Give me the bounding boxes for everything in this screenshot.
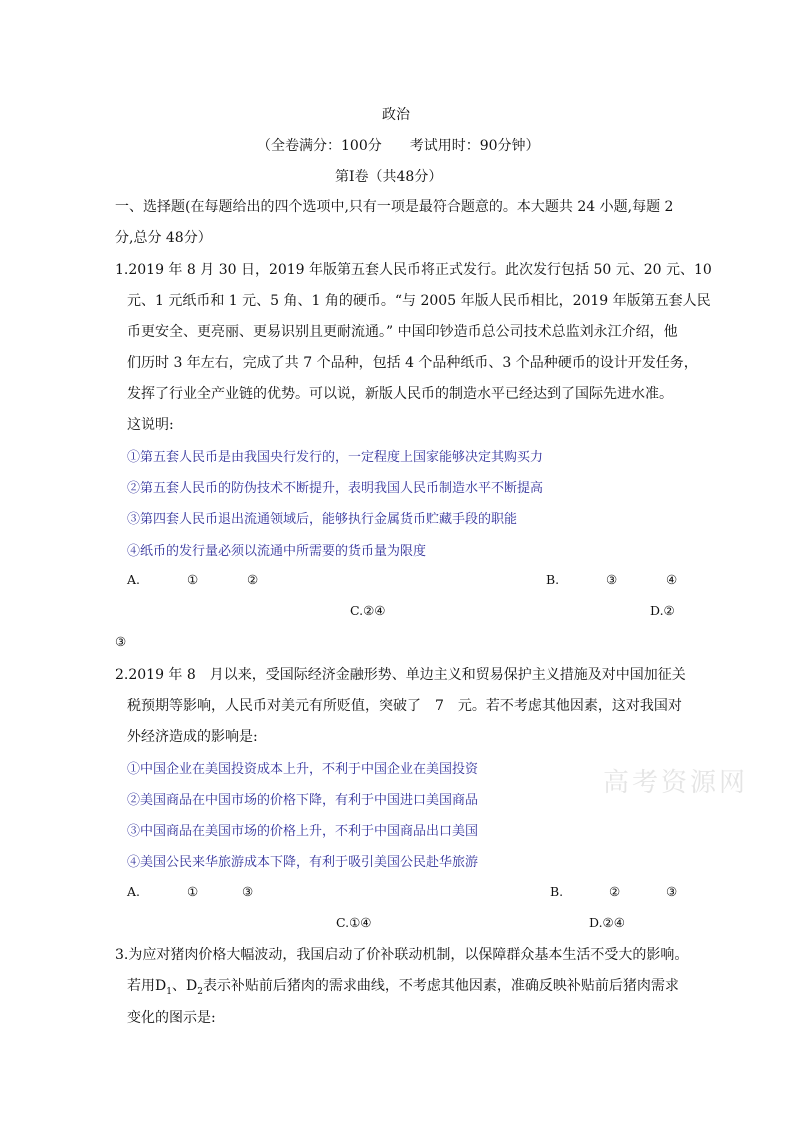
q1-stem-line: 1.2019 年 8 月 30 日，2019 年版第五套人民币将正式发行。此次发行包括 50 元、20 元、10 [115, 262, 712, 278]
q1-choice-d: D.② [650, 603, 675, 618]
part-heading: 第Ⅰ卷（共48分） [335, 169, 443, 185]
q2-option-4: ④美国公民来华旅游成本下降，有利于吸引美国公民赴华旅游 [127, 855, 479, 870]
q1-choice-a-item: ① [187, 572, 199, 587]
q1-stem-line: 发挥了行业全产业链的优势。可以说，新版人民币的制造水平已经达到了国际先进水准。 [127, 386, 673, 402]
q3-stem-line: 变化的图示是: [127, 1010, 216, 1026]
q1-choice-c: C.②④ [350, 603, 386, 618]
q1-stem-line: 这说明: [127, 417, 174, 433]
q2-choice-b-item: ② [609, 884, 621, 899]
q1-option-1: ①第五套人民币是由我国央行发行的，一定程度上国家能够决定其购买力 [127, 450, 544, 465]
watermark: 高考资源网 [603, 768, 749, 798]
q2-stem-line: 外经济造成的影响是: [127, 729, 258, 745]
q1-option-4: ④纸币的发行量必须以流通中所需要的货币量为限度 [127, 544, 427, 559]
q1-choice-d-continued: ③ [115, 634, 127, 649]
q3-stem-line: 3.为应对猪肉价格大幅波动，我国启动了价补联动机制，以保障群众基本生活不受大的影响。 [115, 947, 689, 963]
q1-choice-b-item: ③ [606, 572, 618, 587]
exam-subtitle: （全卷满分：100分 考试用时：90分钟） [257, 138, 540, 154]
exam-title: 政治 [382, 107, 410, 123]
q2-choice-a-item: ③ [242, 884, 254, 899]
q2-choice-d: D.②④ [589, 915, 625, 930]
q3-stem-line: 若用$D_1$、$D_2$表示补贴前后猪肉的需求曲线，不考虑其他因素，准确反映补贴前后猪肉需求 [127, 978, 679, 997]
q1-stem-line: 元、1 元纸币和 1 元、5 角、1 角的硬币。“与 2005 年版人民币相比，2019 年版第五套人民 [127, 293, 711, 309]
q2-option-2: ②美国商品在中国市场的价格下降，有利于中国进口美国商品 [127, 793, 479, 808]
q2-choice-b-item: ③ [666, 884, 678, 899]
q2-option-3: ③中国商品在美国市场的价格上升，不利于中国商品出口美国 [127, 824, 479, 839]
section-instruction-line-2: 分,总分 48分） [115, 230, 212, 246]
q1-choice-a-item: ② [247, 572, 259, 587]
q1-choice-b-label: B. [546, 572, 560, 587]
section-instruction-line-1: 一、选择题(在每题给出的四个选项中,只有一项是最符合题意的。本大题共 24 小题,每题 2 [115, 199, 674, 215]
q1-stem-line: 们历时 3 年左右，完成了共 7 个品种，包括 4 个品种纸币、3 个品种硬币的设计开发任务， [127, 355, 698, 371]
q2-choice-a-item: ① [187, 884, 199, 899]
q1-option-2: ②第五套人民币的防伪技术不断提升，表明我国人民币制造水平不断提高 [127, 481, 544, 496]
q1-option-3: ③第四套人民币退出流通领域后，能够执行金属货币贮藏手段的职能 [127, 512, 518, 527]
q2-stem-line: 税预期等影响，人民币对美元有所贬值，突破了 7 元。若不考虑其他因素，这对我国对 [127, 698, 682, 714]
q2-stem-line: 2.2019 年 8 月以来，受国际经济金融形势、单边主义和贸易保护主义措施及对中国加征关 [115, 667, 686, 683]
q2-choice-a-label: A. [127, 884, 141, 899]
q2-choice-b-label: B. [550, 884, 564, 899]
q1-choice-b-item: ④ [666, 572, 678, 587]
q2-option-1: ①中国企业在美国投资成本上升，不利于中国企业在美国投资 [127, 762, 479, 777]
q1-choice-a-label: A. [127, 572, 141, 587]
q2-choice-c: C.①④ [336, 915, 372, 930]
q1-stem-line: 币更安全、更亮丽、更易识别且更耐流通。” 中国印钞造币总公司技术总监刘永江介绍，他 [127, 324, 678, 340]
